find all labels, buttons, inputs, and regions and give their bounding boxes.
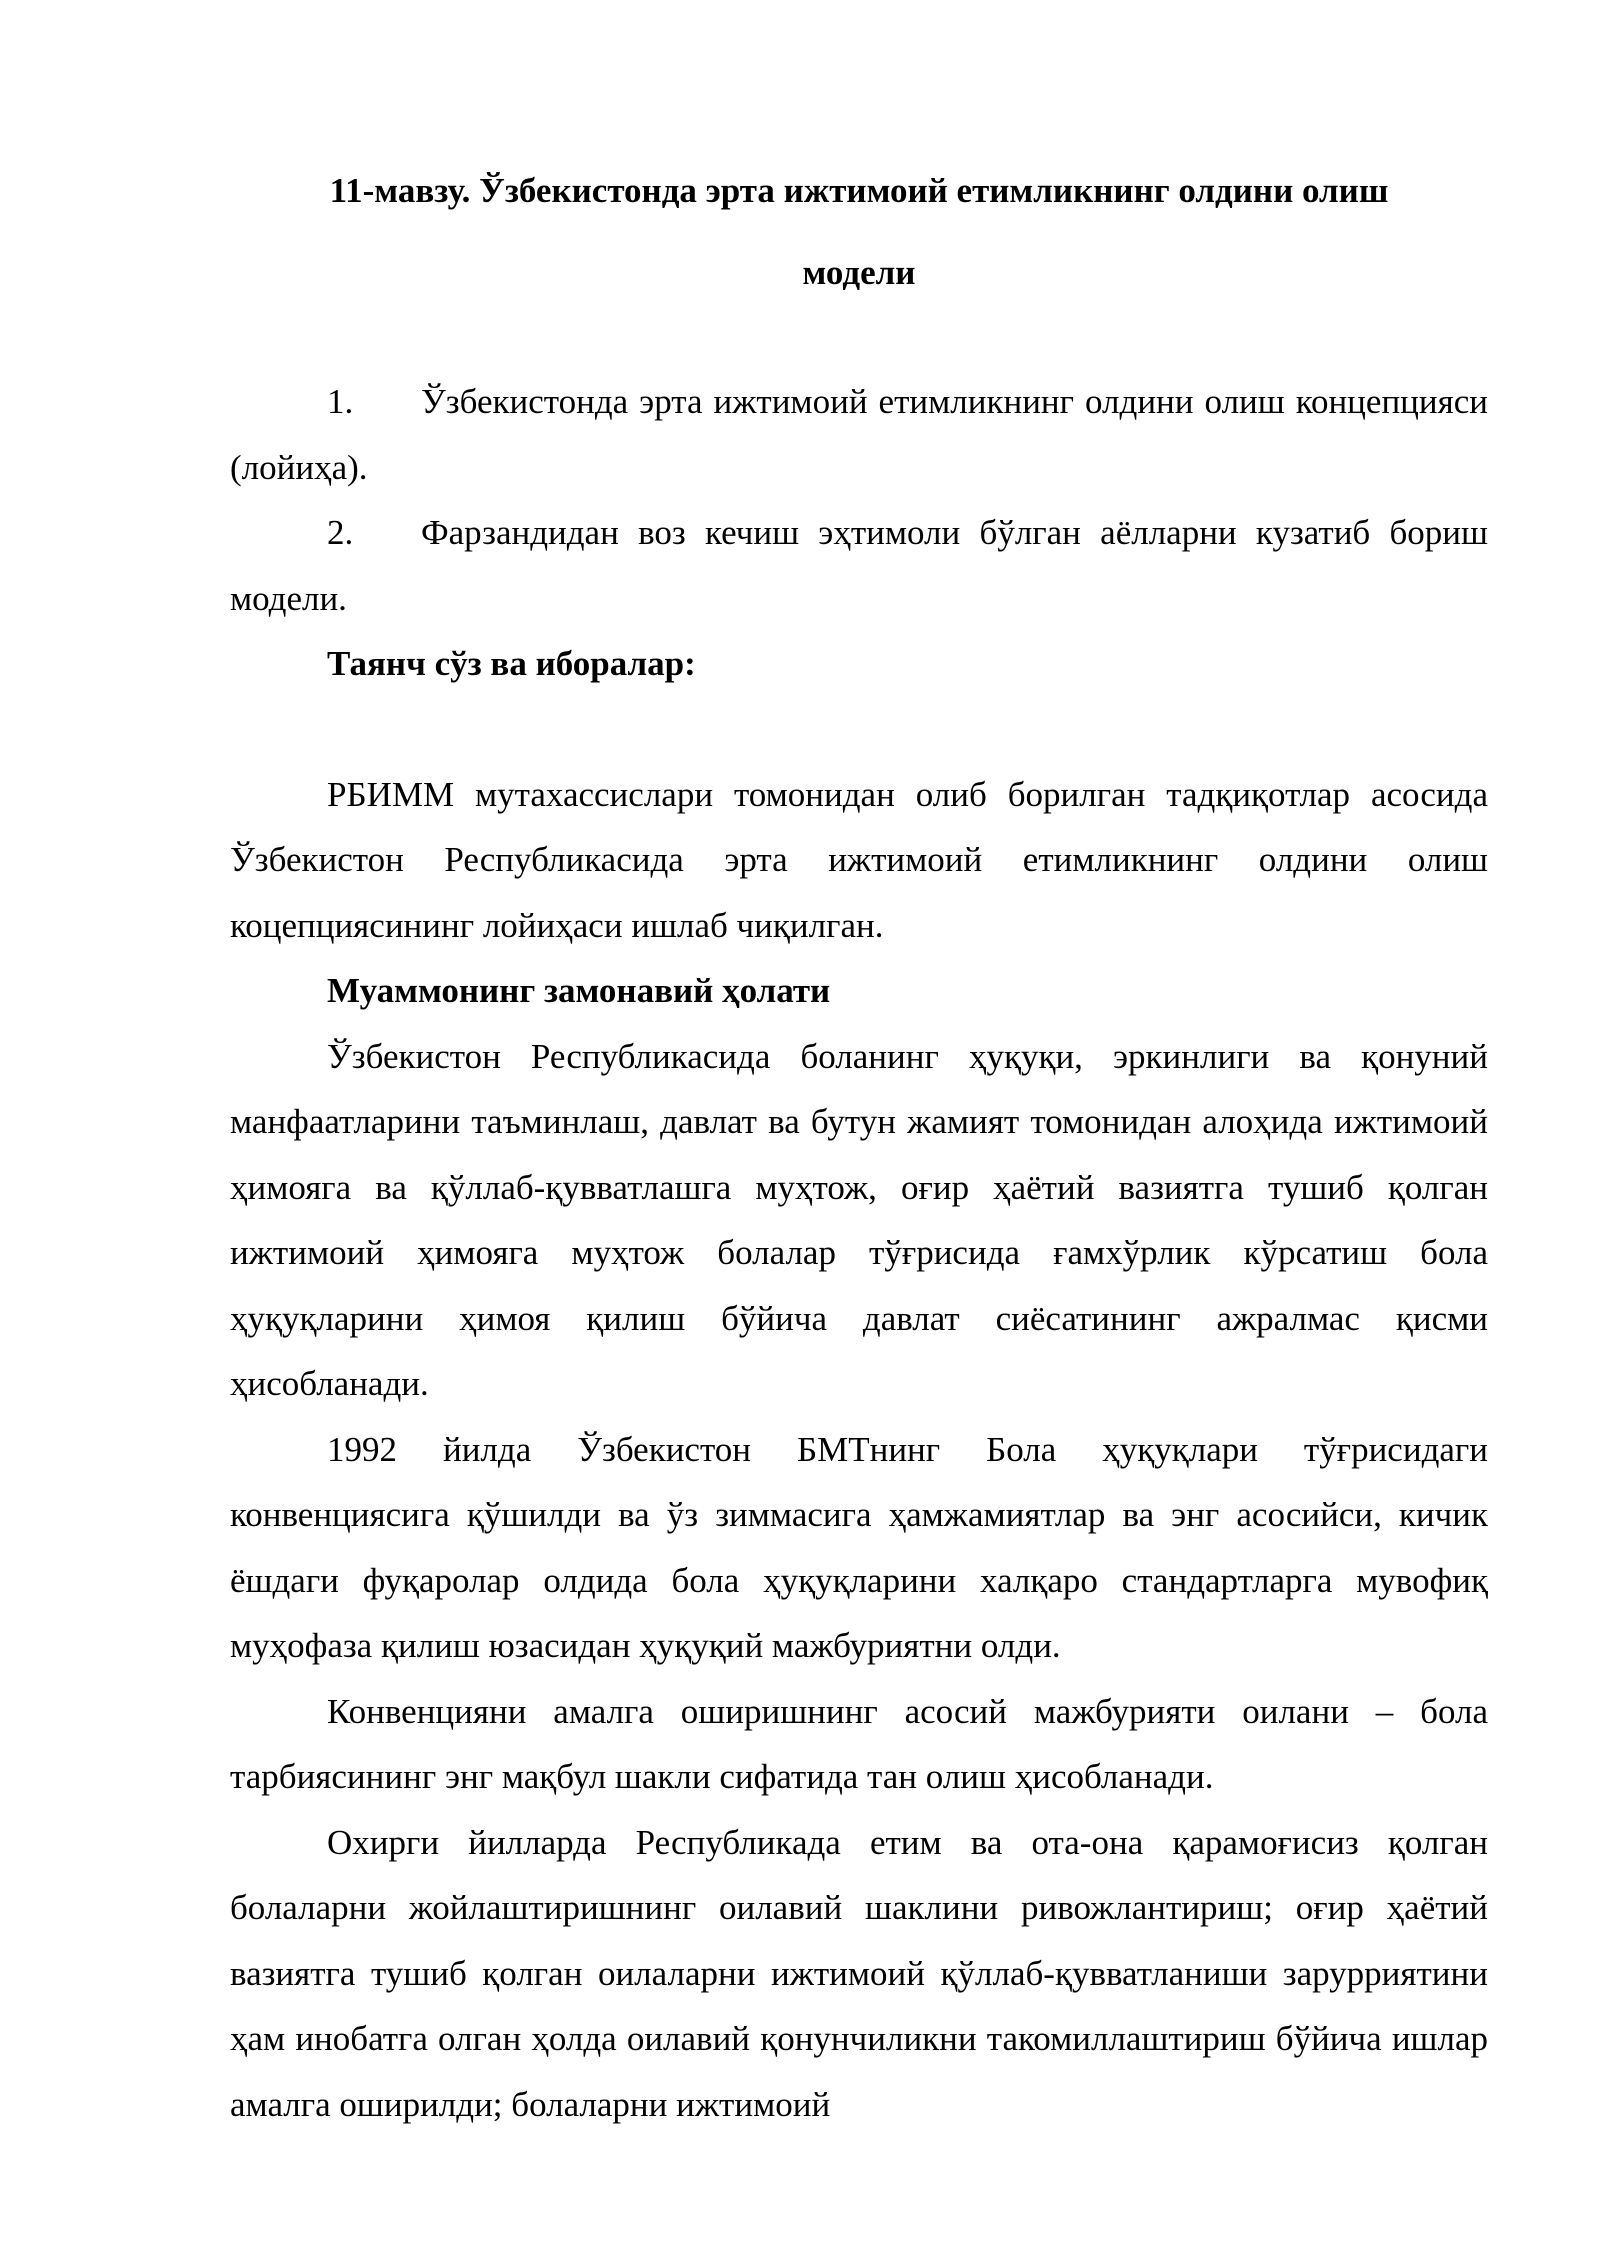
list-item-number: 1. xyxy=(327,382,354,421)
list-item-text: Фарзандидан воз кечиш эҳтимоли бўлган аёлларни кузатиб бориш модели. xyxy=(230,513,1488,618)
keywords-heading: Таянч сўз ва иборалар: xyxy=(327,644,696,683)
list-item xyxy=(230,500,1488,631)
body-paragraph: Конвенцияни амалга оширишнинг асосий мажбурияти оилани – бола тарбиясининг энг мақбул шакли сифатида тан олиш ҳисобланади. xyxy=(230,1691,1488,1796)
document-body xyxy=(230,150,1488,2137)
intro-paragraph: РБИММ мутахассислари томонидан олиб борилган тадқиқотлар асосида Ўзбекистон Республикасида эрта ижтимоий етимликнинг олдини олиш коцепциясининг лойиҳаси ишлаб чиқилган. xyxy=(230,774,1488,945)
topic-list xyxy=(230,369,1488,631)
body-paragraph: 1992 йилда Ўзбекистон БМТнинг Бола ҳуқуқлари тўғрисидаги конвенциясига қўшилди ва ўз зиммасига ҳамжамиятлар ва энг асосийси, кичик ёшдаги фуқаролар олдида бола ҳуқуқларини халқаро стандартларга мувофиқ муҳофаза қилиш юзасидан ҳуқуқий мажбуриятни олди. xyxy=(230,1429,1488,1665)
body-paragraph: Охирги йилларда Республикада етим ва ота-она қарамоғисиз қолган болаларни жойлаштиришнинг оилавий шаклини ривожлантириш; оғир ҳаётий вазиятга тушиб қолган оилаларни ижтимоий қўллаб-қувватланиши зарурриятини ҳам инобатга олган ҳолда оилавий қонунчиликни такомиллаштириш бўйича ишлар амалга оширилди; болаларни ижтимоий xyxy=(230,1822,1488,2124)
list-item-text: Ўзбекистонда эрта ижтимоий етимликнинг олдини олиш концепцияси (лойиҳа). xyxy=(230,382,1488,487)
section-heading: Муаммонинг замонавий ҳолати xyxy=(327,971,831,1010)
blank-line xyxy=(230,697,1488,762)
list-item xyxy=(230,369,1488,500)
list-item-number: 2. xyxy=(327,513,354,552)
document-title: 11-мавзу. Ўзбекистонда эрта ижтимоий етимликнинг олдини олиш модели xyxy=(329,171,1389,292)
body-paragraph: Ўзбекистон Республикасида боланинг ҳуқуқи, эркинлиги ва қонуний манфаатларини таъминлаш, давлат ва бутун жамият томонидан алоҳида ижтимоий ҳимояга ва қўллаб-қувватлашга муҳтож, оғир ҳаётий вазиятга тушиб қолган ижтимоий ҳимояга муҳтож болалар тўғрисида ғамхўрлик кўрсатиш бола ҳуқуқларини ҳимоя қилиш бўйича давлат сиёсатининг ажралмас қисми ҳисобланади. xyxy=(230,1036,1488,1403)
